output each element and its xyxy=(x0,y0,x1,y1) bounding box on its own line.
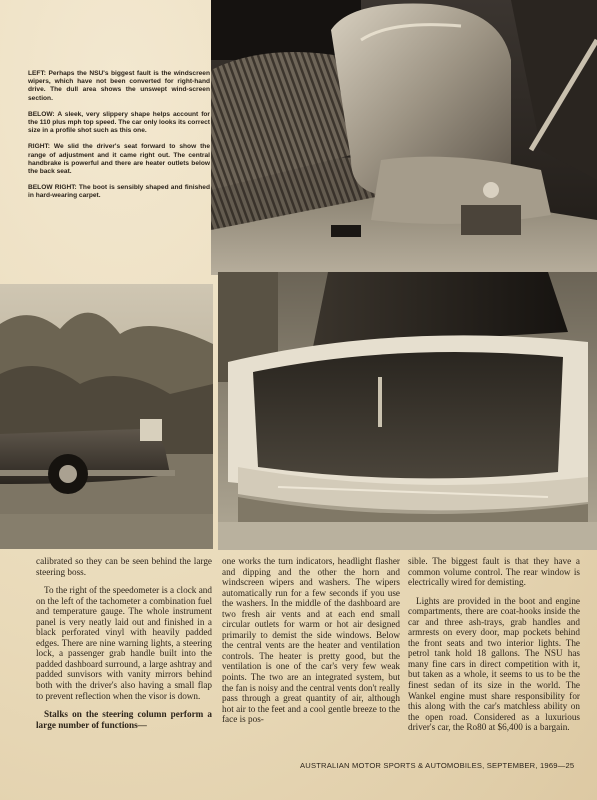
paragraph: sible. The biggest fault is that they have a common volume control. The rear window is electrically wired for demisting. xyxy=(408,556,580,588)
article-column-2 xyxy=(222,556,400,725)
paragraph: To the right of the speedometer is a clock and on the left of the tachometer a combination fuel and temperature gauge. The whole instrument panel is very neatly laid out and finished in a black perforated vinyl with heavily padded edges. There are nine warning lights, a steering lock, a passenger grab handle built into the padded dashboard surround, a large ashtray and padded sunvisors with vanity mirrors behind both with the driver's also having a small flap to prevent reflection when the visor is down. xyxy=(36,585,212,701)
paragraph: calibrated so they can be seen behind the large steering boss. xyxy=(36,556,212,577)
paragraph: Stalks on the steering column perform a large number of functions— xyxy=(36,709,212,730)
photo-driver-seat xyxy=(211,0,597,275)
paragraph: one works the turn indicators, headlight flasher and dipping and the other the horn and windscreen wipers and washers. The wipers automatically run for a few seconds if you use the washers. In the middle of the dashboard are two fresh air vents and at each end small circular outlets for warm or hot air designed primarily to demist the side windows. Below the central vents are the heater and ventilation controls. The heater is pretty good, but the ventilation is one of the car's very few weak points. The two are an integrated system, but the fan is noisy and the central vents don't really pass through a great quantity of air, although hot air to the feet and a cool gentle breeze to the face is pos- xyxy=(222,556,400,725)
seat-photo-graphic xyxy=(211,0,597,275)
boot-photo-graphic xyxy=(218,272,597,550)
photo-captions xyxy=(28,70,210,209)
photo-car-profile xyxy=(0,284,213,549)
profile-photo-graphic xyxy=(0,284,213,549)
photo-boot xyxy=(218,272,597,550)
caption-right: RIGHT: We slid the driver's seat forward to show the range of adjustment and it came right out. The central handbrake is powerful and there are heater outlets below the back seat. xyxy=(28,143,210,176)
page-footer: AUSTRALIAN MOTOR SPORTS & AUTOMOBILES, SEPTEMBER, 1969—25 xyxy=(300,761,575,770)
caption-left: LEFT: Perhaps the NSU's biggest fault is the windscreen wipers, which have not been converted for right-hand drive. The dull area shows the unswept wind-screen section. xyxy=(28,70,210,102)
article-column-3 xyxy=(408,556,580,733)
caption-below-right: BELOW RIGHT: The boot is sensibly shaped and finished in hard-wearing carpet. xyxy=(28,184,210,200)
article-column-1 xyxy=(36,556,212,730)
caption-below: BELOW: A sleek, very slippery shape helps account for the 110 plus mph top speed. The car only looks its correct size in a profile shot such as this one. xyxy=(28,110,210,135)
paragraph: Lights are provided in the boot and engine compartments, there are coat-hooks inside the car and three ash-trays, grab handles and armrests on every door, map pockets behind the front seats and two interior lights. The petrol tank hold 18 gallons. The NSU has many fine cars in direct competition with it, but taken as a whole, it seems to us to be the finest sedan of its size in the world. The Wankel engine must share responsibility for this along with the car's matchless ability on the open road. Considered as a luxurious driver's car, the Ro80 at $6,400 is a bargain. xyxy=(408,595,580,733)
